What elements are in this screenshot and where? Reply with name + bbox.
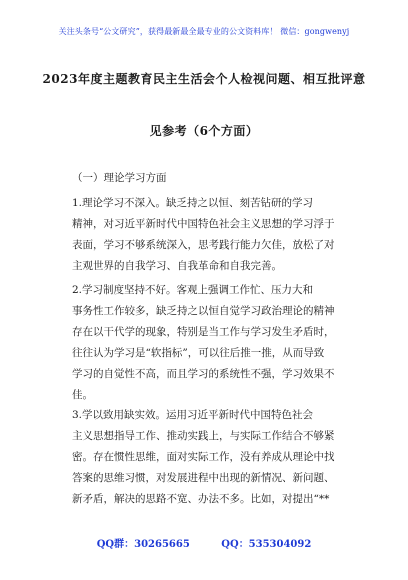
paragraph-line: 密。存在惯性思维，面对实际工作，没有养成从理论中找 xyxy=(72,451,335,463)
paragraph-line: 存在以干代学的现象，特别是当工作与学习发生矛盾时， xyxy=(72,326,335,338)
paragraph-3 xyxy=(72,405,358,510)
header-note: 关注头条号“公文研究”，获得最新最全最专业的公文资料库！ 微信：gongwenyj xyxy=(58,27,350,36)
document-title-continued: 见参考（6个方面） xyxy=(149,124,259,138)
footer-qq-group: QQ群：30265665 xyxy=(96,539,190,550)
footer-contact xyxy=(0,535,408,550)
paragraph-line: 学习的自觉性不高，而且学习的系统性不强，学习效果不 xyxy=(72,368,335,380)
paragraph-line: 主义思想指导工作、推动实践上，与实际工作结合不够紧 xyxy=(72,430,335,442)
paragraph-line: 佳。 xyxy=(72,389,93,401)
paragraph-line: 新矛盾，解决的思路不宽、办法不多。比如，对提出“** xyxy=(72,493,330,505)
paragraph-line: 精神，对习近平新时代中国特色社会主义思想的学习浮于 xyxy=(72,218,335,230)
paragraph-line: 1.理论学习不深入。缺乏持之以恒、刻苦钻研的学习 xyxy=(72,197,314,209)
section-heading: （一）理论学习方面 xyxy=(72,172,167,184)
paragraph-line: 2.学习制度坚持不好。客观上强调工作忙、压力大和 xyxy=(72,284,314,296)
paragraph-1 xyxy=(72,193,358,277)
document-title: 2023年度主题教育民主生活会个人检视问题、相互批评意 xyxy=(42,72,366,86)
paragraph-line: 表面，学习不够系统深入，思考践行能力欠佳，放松了对 xyxy=(72,239,335,251)
paragraph-line: 主观世界的自我学习、自我革命和自我完善。 xyxy=(72,260,282,272)
footer-qq: QQ：535304092 xyxy=(221,539,312,550)
paragraph-line: 往往认为学习是“软指标”，可以往后推一推，从而导致 xyxy=(72,347,325,359)
paragraph-line: 3.学以致用缺实效。运用习近平新时代中国特色社会 xyxy=(72,409,314,421)
paragraph-line: 事务性工作较多，缺乏持之以恒自觉学习政治理论的精神 xyxy=(72,305,335,317)
paragraph-line: 答案的思维习惯，对发展进程中出现的新情况、新问题、 xyxy=(72,472,335,484)
paragraph-2 xyxy=(72,280,358,406)
